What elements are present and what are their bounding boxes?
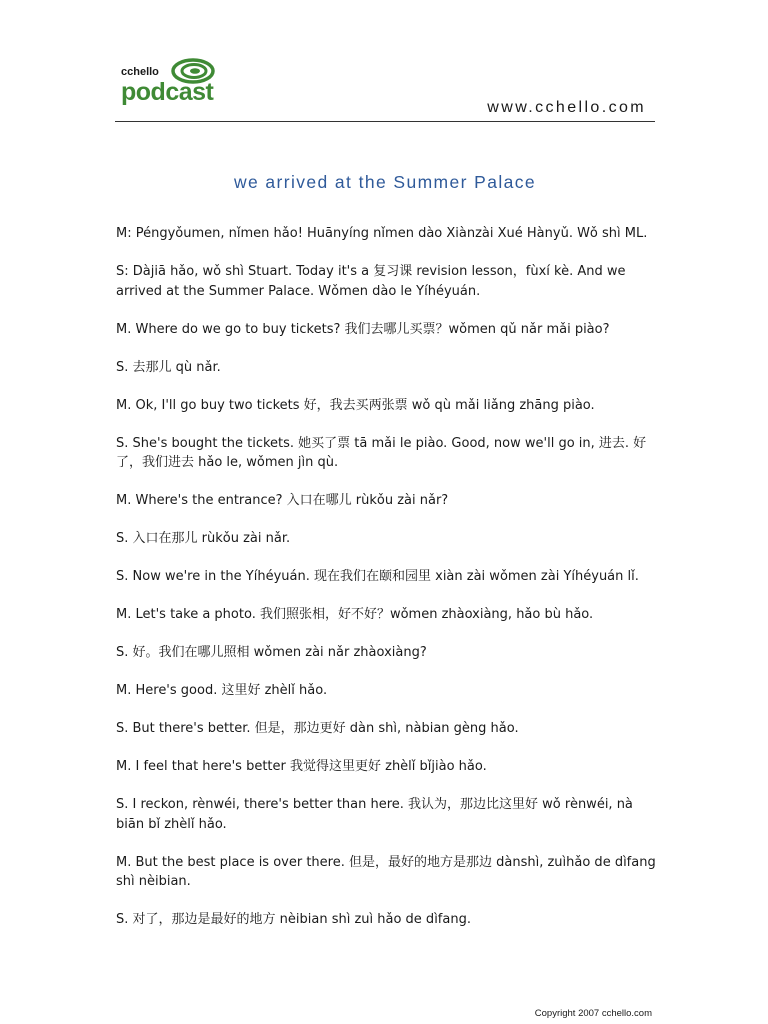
copyright-footer: Copyright 2007 cchello.com bbox=[534, 1008, 652, 1019]
dialogue-paragraph: S. 入口在那儿 rùkǒu zài nǎr. bbox=[116, 531, 291, 546]
dialogue-paragraph: S. I reckon, rènwéi, there's better than here. 我认为，那边比这里好 wǒ rènwéi, nà biān bǐ zhèlǐ hǎo. bbox=[116, 797, 633, 832]
dialogue-paragraph: M: Péngyǒumen, nǐmen hǎo! Huānyíng nǐmen dào Xiànzài Xué Hànyǔ. Wǒ shì ML. bbox=[116, 226, 648, 241]
dialogue-paragraph: M. I feel that here's better 我觉得这里更好 zhèlǐ bǐjiào hǎo. bbox=[116, 759, 487, 774]
dialogue-paragraph: S. But there's better. 但是，那边更好 dàn shì, nàbian gèng hǎo. bbox=[116, 721, 519, 736]
logo-big-text: podcast bbox=[121, 78, 214, 106]
dialogue-paragraph: M. Let's take a photo. 我们照张相，好不好？wǒmen zhàoxiàng, hǎo bù hǎo. bbox=[116, 607, 594, 622]
dialogue-body bbox=[116, 224, 656, 948]
logo-small-text: cchello bbox=[121, 66, 159, 78]
dialogue-paragraph: S. 对了，那边是最好的地方 nèibian shì zuì hǎo de dìfang. bbox=[116, 912, 471, 927]
dialogue-paragraph: S. Now we're in the Yíhéyuán. 现在我们在颐和园里 xiàn zài wǒmen zài Yíhéyuán lǐ. bbox=[116, 569, 639, 584]
dialogue-paragraph: M. But the best place is over there. 但是，最好的地方是那边 dànshì, zuìhǎo de dìfang shì nèibian. bbox=[116, 854, 656, 889]
header-divider bbox=[115, 121, 655, 122]
page-title: we arrived at the Summer Palace bbox=[233, 172, 537, 192]
site-url: www.cchello.com bbox=[487, 99, 646, 116]
dialogue-paragraph: S. 去那儿 qù nǎr. bbox=[116, 359, 221, 375]
dialogue-paragraph: M. Here's good. 这里好 zhèlǐ hǎo. bbox=[116, 683, 328, 698]
dialogue-paragraph: S. 好。我们在哪儿照相 wǒmen zài nǎr zhàoxiàng? bbox=[116, 645, 427, 660]
dialogue-paragraph: M. Where's the entrance? 入口在哪儿 rùkǒu zài nǎr? bbox=[116, 493, 449, 508]
dialogue-paragraph: M. Where do we go to buy tickets? 我们去哪儿买票？wǒmen qǔ nǎr mǎi piào? bbox=[116, 321, 610, 337]
dialogue-paragraph: S. She's bought the tickets. 她买了票 tā mǎi le piào. Good, now we'll go in, 进去. 好了，我们进去 hǎo le, wǒmen jìn qù. bbox=[116, 435, 647, 470]
dialogue-paragraph: M. Ok, I'll go buy two tickets 好，我去买两张票 wǒ qù mǎi liǎng zhāng piào. bbox=[116, 397, 595, 413]
cchello-podcast-logo bbox=[121, 58, 231, 112]
dialogue-paragraph: S: Dàjiā hǎo, wǒ shì Stuart. Today it's a 复习课 revision lesson，fùxí kè. And we arrived at the Summer Palace. Wǒmen dào le Yíhéyuán. bbox=[116, 264, 626, 299]
